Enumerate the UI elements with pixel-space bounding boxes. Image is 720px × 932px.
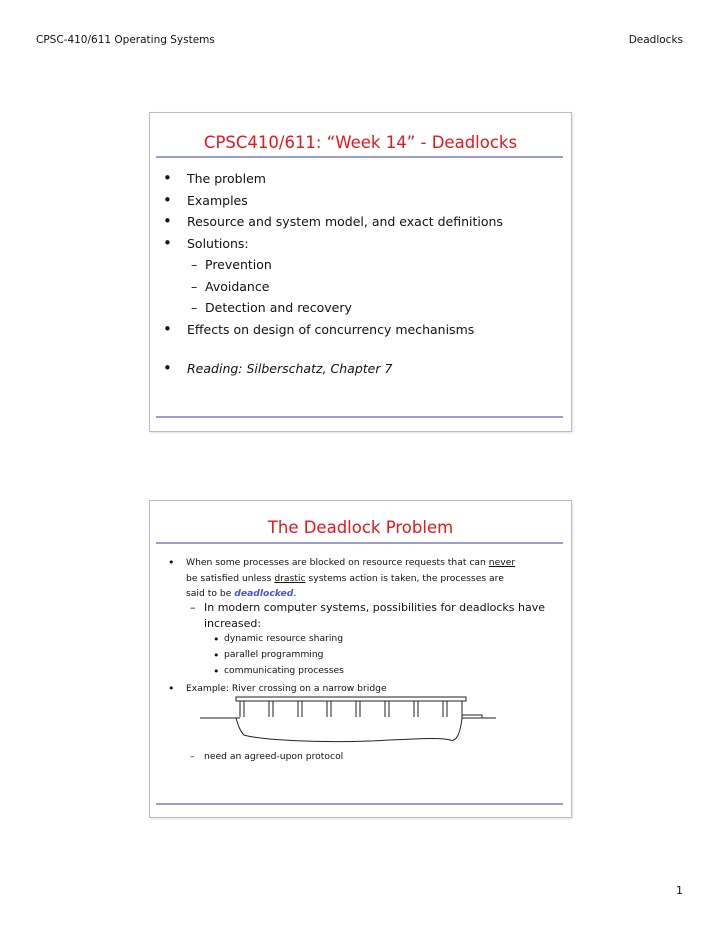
modern-systems-item: – In modern computer systems, possibilities for deadlocks have increased:: [190, 601, 546, 630]
never-underlined: never: [488, 557, 516, 568]
slide-week14-overview: [149, 112, 572, 432]
dash-bullet: –: [190, 751, 195, 762]
sub-list-item: – Avoidance: [150, 276, 571, 298]
example-item: • communicating processes: [224, 665, 344, 676]
list-item: • The problem: [150, 168, 571, 190]
intro-paragraph: • When some processes are blocked on resource requests that can never be satisfied unless drastic systems action is taken, the processes are said to be deadlocked.: [168, 556, 516, 599]
bridge-diagram: [200, 695, 500, 751]
bridge-deck: [236, 697, 466, 701]
list-item: • Examples: [150, 190, 571, 212]
list-item: • Resource and system model, and exact definitions: [150, 211, 571, 233]
slide-deadlock-problem: [149, 500, 572, 818]
footer-rule: [156, 803, 563, 805]
list-item: • Effects on design of concurrency mechanisms: [150, 319, 571, 341]
footer-rule: [156, 416, 563, 418]
list-item: • Solutions:: [150, 233, 571, 255]
protocol-item: – need an agreed-upon protocol: [204, 749, 504, 765]
bridge-example-item: • Example: River crossing on a narrow bridge: [168, 682, 387, 695]
slide-title: The Deadlock Problem: [267, 518, 454, 537]
sub-list-item: – Detection and recovery: [150, 297, 571, 319]
slide-title: CPSC410/611: “Week 14” - Deadlocks: [203, 133, 518, 152]
reading-item: [150, 358, 571, 380]
page-number: 1: [676, 884, 683, 897]
dash-bullet: –: [190, 601, 196, 614]
drastic-underlined: drastic: [274, 572, 306, 584]
reading-text: Reading: Silberschatz, Chapter 7: [187, 361, 393, 376]
sub-list-item: – Prevention: [150, 254, 571, 276]
deadlocked-term: deadlocked: [234, 588, 294, 599]
header-course: CPSC-410/611 Operating Systems: [36, 34, 215, 46]
title-rule: [156, 542, 563, 544]
header-topic: Deadlocks: [628, 34, 683, 46]
example-item: • dynamic resource sharing: [224, 633, 343, 644]
bullet: •: [168, 682, 175, 695]
bullet: •: [168, 556, 175, 569]
river-bed: [236, 718, 462, 742]
title-rule: [156, 156, 563, 158]
outline-list: [150, 168, 571, 380]
bridge-abutment: [462, 715, 482, 718]
example-item: • parallel programming: [224, 649, 323, 660]
